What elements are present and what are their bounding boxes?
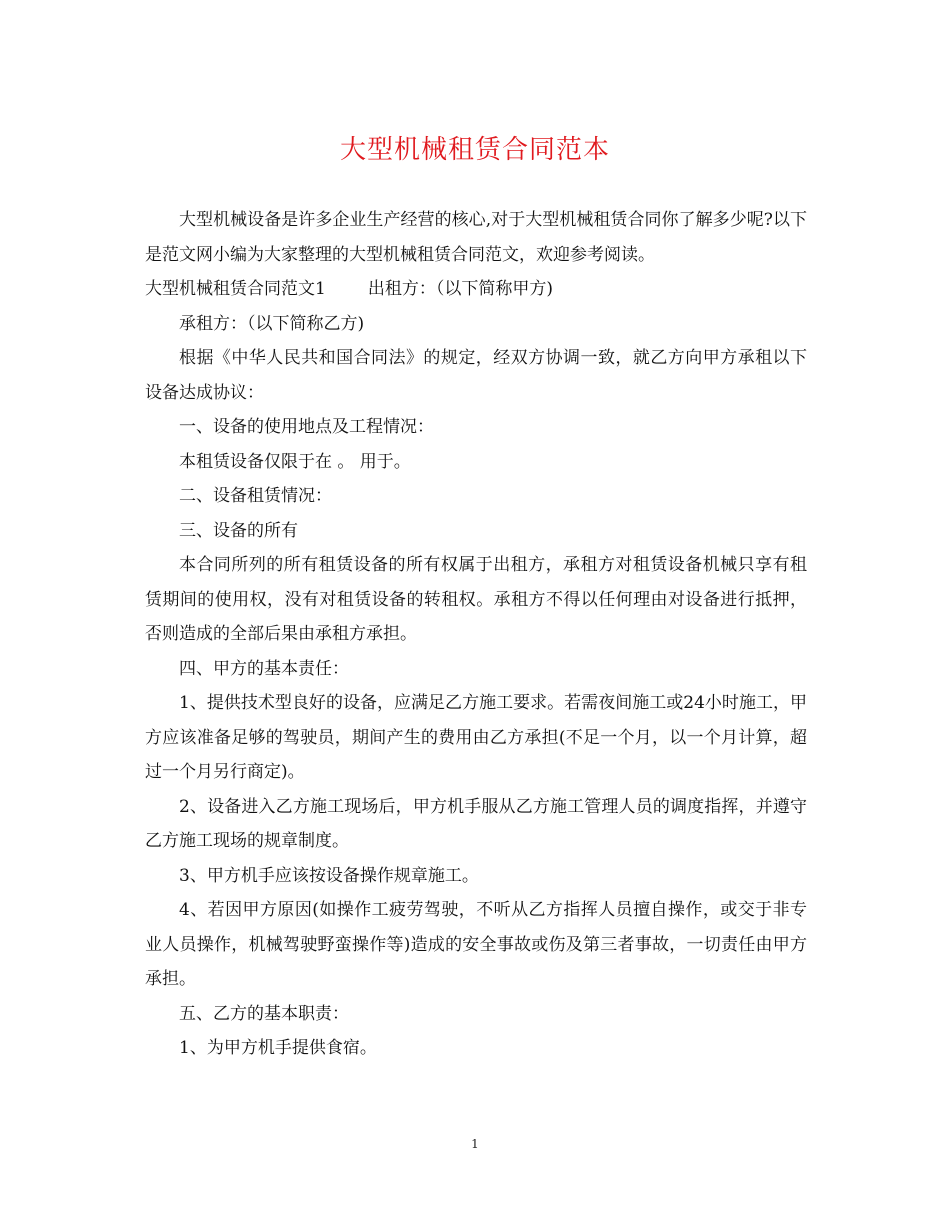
- section-heading: 二、设备租赁情况：: [179, 486, 332, 506]
- list-item: 4、若因甲方原因(如操作工疲劳驾驶，不听从乙方指挥人员擅自操作，或交于非专业人员操作，机械驾驶野蛮操作等)造成的安全事故或伤及第三者事故，一切责任由甲方承担。: [145, 900, 807, 989]
- section-heading: 一、设备的使用地点及工程情况：: [179, 417, 434, 437]
- preamble-paragraph: 根据《中华人民共和国合同法》的规定，经双方协调一致，就乙方向甲方承租以下设备达成协议：: [145, 348, 807, 403]
- list-item: 2、设备进入乙方施工现场后，甲方机手服从乙方施工管理人员的调度指挥，并遵守乙方施工现场的规章制度。: [145, 796, 807, 851]
- section-paragraph: 本租赁设备仅限于在 。 用于。: [179, 451, 411, 472]
- sample-label: 大型机械租赁合同范文1: [145, 279, 326, 299]
- page-number: 1: [471, 1137, 479, 1151]
- list-item: 3、甲方机手应该按设备操作规章施工。: [179, 865, 479, 886]
- list-item: 1、为甲方机手提供食宿。: [179, 1038, 377, 1058]
- lessor-line: 出租方：（以下简称甲方): [367, 279, 553, 299]
- section-heading: 五、乙方的基本职责：: [179, 1003, 349, 1024]
- document-title: 大型机械租赁合同范本: [339, 135, 610, 165]
- intro-paragraph: 大型机械设备是许多企业生产经营的核心,对于大型机械租赁合同你了解多少呢?以下是范文网小编为大家整理的大型机械租赁合同范文，欢迎参考阅读。: [145, 210, 807, 265]
- lessee-line: 承租方：（以下简称乙方): [179, 313, 365, 334]
- sample-line: [145, 272, 807, 307]
- section-heading: 四、甲方的基本责任：: [179, 658, 349, 679]
- section-paragraph: 本合同所列的所有租赁设备的所有权属于出租方，承租方对租赁设备机械只享有租赁期间的使用权，没有对租赁设备的转租权。承租方不得以任何理由对设备进行抵押，否则造成的全部后果由承租方承担。: [145, 555, 807, 644]
- list-item: 1、提供技术型良好的设备，应满足乙方施工要求。若需夜间施工或24小时施工，甲方应该准备足够的驾驶员，期间产生的费用由乙方承担(不足一个月，以一个月计算，超过一个月另行商定)。: [145, 693, 807, 782]
- section-heading: 三、设备的所有: [179, 520, 298, 541]
- document-body: [145, 203, 807, 1066]
